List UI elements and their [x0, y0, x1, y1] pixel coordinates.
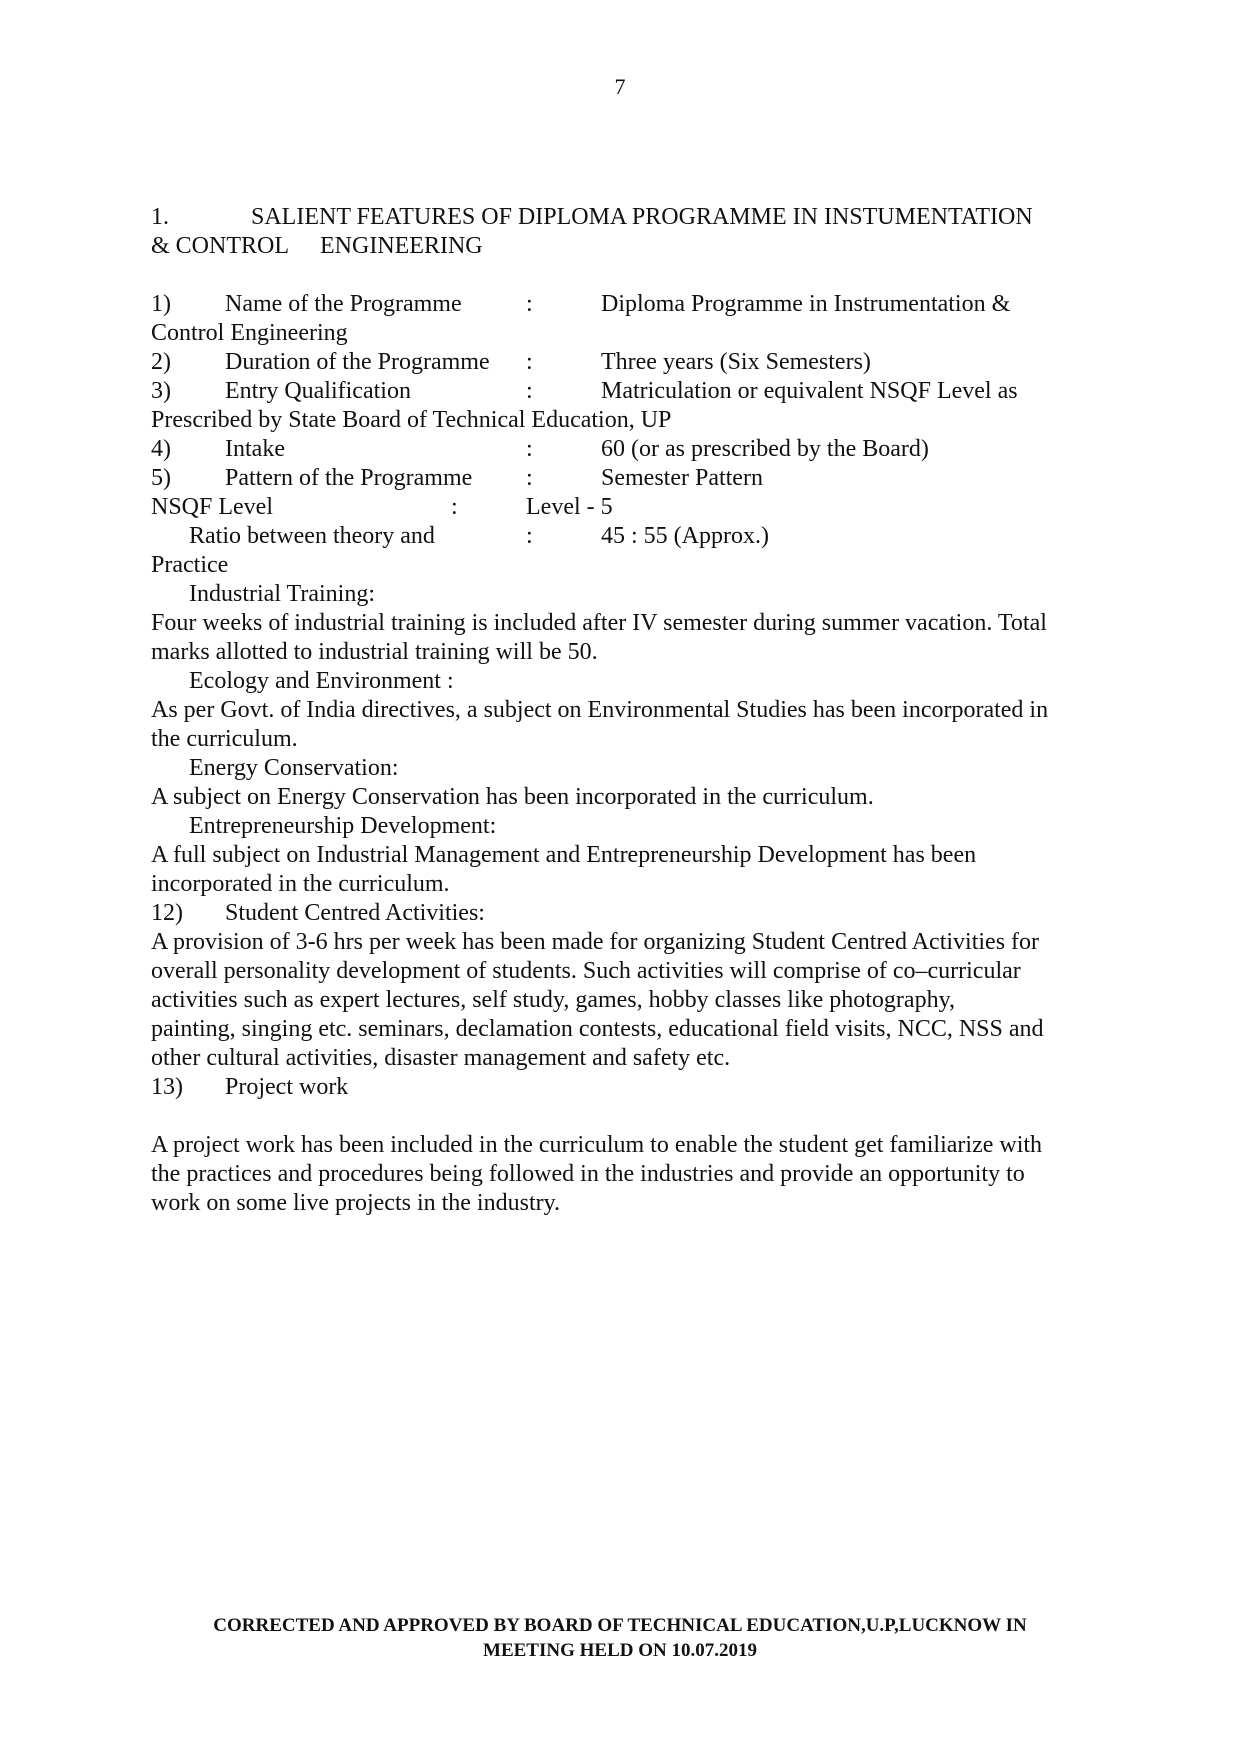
ecology-text: the curriculum.	[151, 726, 298, 752]
energy-text: A subject on Energy Conservation has been incorporated in the curriculum.	[151, 784, 874, 810]
item-value-continued: Prescribed by State Board of Technical Education, UP	[151, 407, 672, 433]
project-work-text: work on some live projects in the industry.	[151, 1190, 561, 1216]
ratio-colon: :	[526, 523, 533, 549]
item-number: 1)	[151, 291, 171, 317]
heading-line-2b: ENGINEERING	[320, 233, 483, 259]
approval-footer	[150, 1613, 1090, 1663]
student-activities-text: activities such as expert lectures, self study, games, hobby classes like photography,	[151, 987, 956, 1013]
item-number: 4)	[151, 436, 171, 462]
entrepreneurship-title: Entrepreneurship Development:	[189, 813, 497, 839]
item-label: Name of the Programme	[225, 291, 462, 317]
item-value: 60 (or as prescribed by the Board)	[601, 436, 929, 462]
item-value-continued: Control Engineering	[151, 320, 348, 346]
item-number: 2)	[151, 349, 171, 375]
entrepreneurship-text: incorporated in the curriculum.	[151, 871, 450, 897]
item-value: Semester Pattern	[601, 465, 763, 491]
energy-title: Energy Conservation:	[189, 755, 399, 781]
student-activities-text: A provision of 3-6 hrs per week has been made for organizing Student Centred Activities for	[151, 929, 1040, 955]
footer-line-1: CORRECTED AND APPROVED BY BOARD OF TECHNICAL EDUCATION,U.P,LUCKNOW IN	[213, 1615, 1027, 1636]
item-label: Entry Qualification	[225, 378, 411, 404]
page-number: 7	[614, 74, 626, 99]
item-label: Intake	[225, 436, 285, 462]
item-colon: :	[526, 378, 533, 404]
industrial-training-title: Industrial Training:	[189, 581, 376, 607]
nsqf-value: Level - 5	[526, 494, 613, 520]
student-activities-title: Student Centred Activities:	[225, 900, 485, 926]
project-work-title: Project work	[225, 1074, 349, 1100]
item-colon: :	[526, 436, 533, 462]
item-value: Three years (Six Semesters)	[601, 349, 871, 375]
ratio-label: Ratio between theory and	[189, 523, 435, 549]
project-work-text: A project work has been included in the curriculum to enable the student get familiarize with	[151, 1132, 1043, 1158]
entrepreneurship-text: A full subject on Industrial Management and Entrepreneurship Development has been	[151, 842, 977, 868]
student-activities-text: other cultural activities, disaster management and safety etc.	[151, 1045, 731, 1071]
ratio-value: 45 : 55 (Approx.)	[601, 523, 769, 549]
industrial-training-text: marks allotted to industrial training will be 50.	[151, 639, 598, 665]
ratio-label-continued: Practice	[151, 552, 229, 578]
item-number: 3)	[151, 378, 171, 404]
project-work-number: 13)	[151, 1074, 183, 1100]
student-activities-text: painting, singing etc. seminars, declamation contests, educational field visits, NCC, NSS and	[151, 1016, 1044, 1042]
item-colon: :	[526, 465, 533, 491]
item-colon: :	[526, 349, 533, 375]
item-value: Matriculation or equivalent NSQF Level as	[601, 378, 1018, 404]
heading-line-2a: & CONTROL	[151, 233, 289, 259]
item-label: Pattern of the Programme	[225, 465, 473, 491]
heading-number: 1.	[151, 204, 169, 230]
student-activities-number: 12)	[151, 900, 183, 926]
nsqf-colon: :	[451, 494, 458, 520]
industrial-training-text: Four weeks of industrial training is included after IV semester during summer vacation. Total	[151, 610, 1047, 636]
project-work-text: the practices and procedures being followed in the industries and provide an opportunity to	[151, 1161, 1025, 1187]
heading-line-1: SALIENT FEATURES OF DIPLOMA PROGRAMME IN INSTUMENTATION	[251, 204, 1033, 230]
student-activities-text: overall personality development of students. Such activities will comprise of co–curricular	[151, 958, 1021, 984]
nsqf-label: NSQF Level	[151, 494, 273, 520]
ecology-text: As per Govt. of India directives, a subject on Environmental Studies has been incorporated in	[151, 697, 1049, 723]
item-value: Diploma Programme in Instrumentation &	[601, 291, 1011, 317]
ecology-title: Ecology and Environment :	[189, 668, 454, 694]
footer-line-2: MEETING HELD ON 10.07.2019	[483, 1640, 757, 1661]
item-colon: :	[526, 291, 533, 317]
item-label: Duration of the Programme	[225, 349, 490, 375]
item-number: 5)	[151, 465, 171, 491]
